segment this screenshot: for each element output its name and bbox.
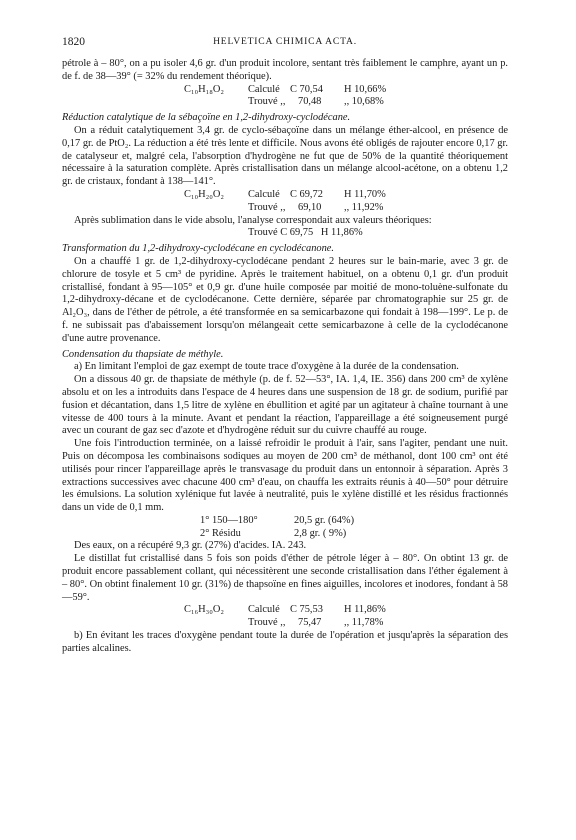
analysis-calculated	[62, 84, 508, 97]
paragraph: Des eaux, on a récupéré 9,3 gr. (27%) d'acides. IA. 243.	[74, 540, 307, 552]
found-hydrogen: ,, 11,78%	[344, 617, 384, 629]
molecular-formula: C₁₀H₂₀O₂	[184, 188, 225, 200]
section-heading: Réduction catalytique de la sébaçoïne en 1,2-dihydroxy-cyclodécane.	[62, 112, 351, 124]
running-header	[62, 36, 508, 50]
found-hydrogen: ,, 11,92%	[344, 201, 384, 213]
calc-carbon: C 70,54	[290, 83, 323, 95]
fraction-label: 1° 150—180°	[200, 514, 258, 526]
calc-label: Calculé	[248, 83, 280, 95]
section-heading: Condensation du thapsiate de méthyle.	[62, 348, 224, 360]
calc-carbon: C 69,72	[290, 188, 323, 200]
found-carbon: 69,10	[298, 201, 322, 213]
found-carbon: 75,47	[298, 617, 322, 629]
paragraph: On a dissous 40 gr. de thapsiate de méthyle (p. de f. 52—53°, IA. 1,4, IE. 356) dans 200 cm³ de xylène absolu et on les a introduits dans l'espace de 4 heures dans une suspension de 18 gr. de sodium, purifié par fusion et décantation, dans 1,5 litre de xylène en ébullition et agité par un agitateur à chaîne tournant à une vitesse de 400 tours à la minute. Avant et pendant la réaction, l'appareillage a été soigneusement purgé avec un courant de gaz sec d'azote et d'hydrogène réduit sur du cuivre chauffé au rouge.	[62, 374, 508, 437]
fraction-row	[62, 515, 508, 528]
journal-title: HELVETICA CHIMICA ACTA.	[213, 36, 357, 47]
fraction-value: 2,8 gr. ( 9%)	[294, 527, 347, 539]
article-body	[62, 58, 508, 656]
fraction-label: 2° Résidu	[200, 527, 241, 539]
fraction-row	[62, 528, 508, 541]
found-line: Trouvé C 69,75 H 11,86%	[248, 227, 363, 239]
section-heading: Transformation du 1,2-dihydroxy-cyclodécane en cyclodécanone.	[62, 243, 334, 255]
paragraph: On a chauffé 1 gr. de 1,2-dihydroxy-cyclodécane pendant 2 heures sur le bain-marie, avec 3 gr. de chlorure de tosyle et 5 cm³ de pyridine. Après le traitement habituel, on a obtenu 0,1 gr. d'un produit cristallisé, fondant à 95—105° et 0,9 gr. d'une huile composée par moitié de mono-toluène-sulfonate du 1,2-dihydroxy-décane et de cyclodécanone. Cette dernière, séparée par chromatographie sur 25 gr. de Al₂O₃, dans de l'éther de pétrole, a été transformée en sa semicarbazone qui fondait à 198—199°. Le p. de f. ne subissait pas d'abaissement lorsqu'on mélangeait cette semicarbazone à celle de la cyclodécanone d'une autre provenance.	[62, 255, 508, 344]
found-hydrogen: ,, 10,68%	[344, 96, 384, 108]
paragraph: Après sublimation dans le vide absolu, l'analyse correspondait aux valeurs théoriques:	[74, 214, 432, 226]
paragraph: pétrole à – 80°, on a pu isoler 4,6 gr. d'un produit incolore, sentant très faiblement le camphre, ayant un p. de f. de 38—39° (= 32% du rendement théorique).	[62, 58, 508, 82]
found-label: Trouvé ,,	[248, 617, 286, 629]
calc-label: Calculé	[248, 604, 280, 616]
paragraph: On a réduit catalytiquement 3,4 gr. de cyclo-sébaçoïne dans un mélange éther-alcool, en présence de 0,17 gr. de PtO₂. La réduction a été très lente et difficile. Nous avons été obligés de rajouter encore 0,17 gr. de catalyseur et, malgré cela, l'absorption d'hydrogène ne fut que de 50% de la quantité théoriquement nécessaire à la saturation complète. Après cristallisation dans un mélange alcool-acétone, on a obtenu 1,2 gr. de cristaux, fondant à 138—141°.	[62, 124, 508, 188]
molecular-formula: C₁₆H₃₀O₂	[184, 604, 225, 616]
paragraph: b) En évitant les traces d'oxygène pendant toute la durée de l'opération et jusqu'après la séparation des parties alcalines.	[62, 630, 508, 654]
fraction-value: 20,5 gr. (64%)	[294, 514, 355, 526]
analysis-calculated	[62, 604, 508, 617]
page-number: 1820	[62, 36, 85, 48]
paragraph: Une fois l'introduction terminée, on a laissé refroidir le produit à l'air, sans l'agiter, pendant une nuit. Puis on décomposa les combinaisons sodiques au moyen de 200 cm³ de méthanol, dont 100 cm³ ont été utilisés pour rincer l'appareillage après le transvasage du produit dans un entonnoir à séparation. Après 3 extractions successives avec chacune 400 cm³ d'eau, on chauffa les extraits réunis à 40—50° pour détruire les émulsions. La solution xylénique fut lavée à neutralité, puis le xylène distillé et les résidus fractionnés dans un vide de 0,1 mm.	[62, 438, 508, 514]
analysis-found	[62, 617, 508, 630]
calc-hydrogen: H 11,70%	[344, 188, 386, 200]
found-label: Trouvé ,,	[248, 96, 286, 108]
calc-carbon: C 75,53	[290, 604, 323, 616]
analysis-found	[62, 202, 508, 215]
calc-label: Calculé	[248, 188, 280, 200]
analysis-calculated	[62, 189, 508, 202]
paragraph: Le distillat fut cristallisé dans 5 fois son poids d'éther de pétrole léger à – 80°. On obtint 13 gr. de produit encore passablement collant, qui nécessitèrent une seconde cristallisation dans l'éther également à – 80°. On obtint finalement 10 gr. (31%) de thapsoïne en fines aiguilles, incolores et inodores, fondant à 58—59°.	[62, 553, 508, 603]
analysis-found	[62, 227, 508, 240]
found-label: Trouvé ,,	[248, 201, 286, 213]
calc-hydrogen: H 11,86%	[344, 604, 386, 616]
paragraph: a) En limitant l'emploi de gaz exempt de toute trace d'oxygène à la durée de la condensation.	[74, 361, 459, 373]
calc-hydrogen: H 10,66%	[344, 83, 387, 95]
analysis-found	[62, 96, 508, 109]
found-carbon: 70,48	[298, 96, 322, 108]
molecular-formula: C₁₀H₁₈O₂	[184, 83, 225, 95]
